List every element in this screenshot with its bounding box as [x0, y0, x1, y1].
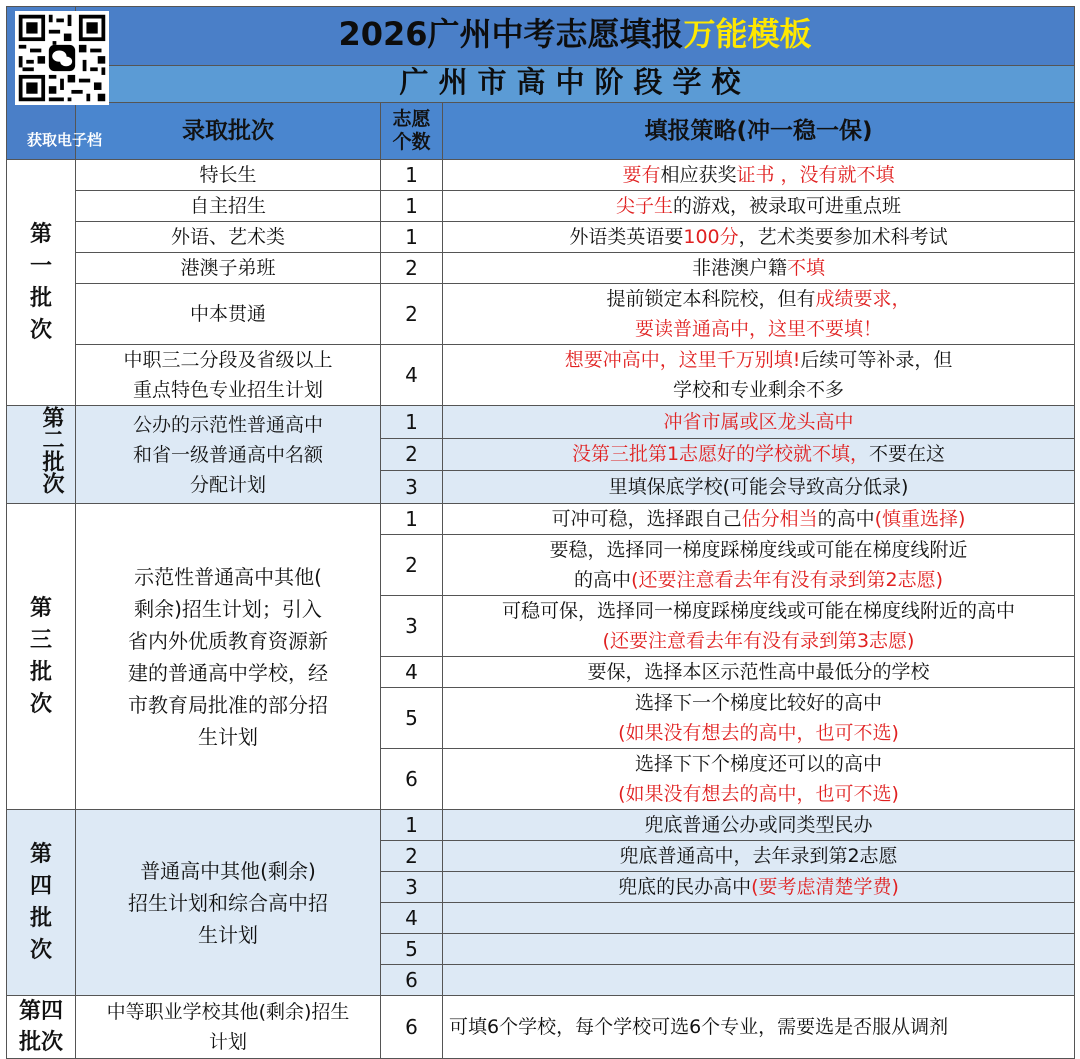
batch4-count4: 4: [381, 903, 443, 934]
qr-caption: 获取电子档: [27, 131, 103, 149]
batch1-row1-name: 特长生: [76, 160, 381, 191]
table-row: [7, 222, 1075, 253]
batch4-count6: 6: [381, 965, 443, 996]
table-row: [7, 406, 1075, 439]
batch4-strategy5: [443, 934, 1075, 965]
batch3-strategy4: 要保，选择本区示范性高中最低分的学校: [443, 657, 1075, 688]
batch4-label: 第四批次: [7, 810, 76, 996]
batch3-count5: 5: [381, 688, 443, 749]
batch4-strategy2: 兜底普通高中，去年录到第2志愿: [443, 841, 1075, 872]
batch3-strategy6: 选择下下个梯度还可以的高中 (如果没有想去的高中，也可不选): [443, 749, 1075, 810]
qr-code-icon: [15, 11, 109, 105]
batch1-row2-strategy: 尖子生的游戏，被录取可进重点班: [443, 191, 1075, 222]
batch1-row3-name: 外语、艺术类: [76, 222, 381, 253]
table-row: [7, 504, 1075, 535]
page-title: [76, 7, 1075, 66]
batch4-name: 普通高中其他(剩余) 招生计划和综合高中招 生计划: [76, 810, 381, 996]
admission-table: [6, 6, 1075, 1059]
batch1-row5-name: 中本贯通: [76, 284, 381, 345]
table-row: [7, 253, 1075, 284]
batch1-row6-name: 中职三二分段及省级以上 重点特色专业招生计划: [76, 345, 381, 406]
header-strategy: 填报策略(冲一稳一保): [443, 103, 1075, 160]
header-count: 志愿个数: [381, 103, 443, 160]
batch2-strategy2: 没第三批第1志愿好的学校就不填，不要在这: [443, 438, 1075, 471]
batch3-count6: 6: [381, 749, 443, 810]
batch2-strategy3: 里填保底学校(可能会导致高分低录): [443, 471, 1075, 504]
batch3-count4: 4: [381, 657, 443, 688]
batch4-strategy6: [443, 965, 1075, 996]
batch1-row6-strategy: 想要冲高中，这里千万别填!后续可等补录，但 学校和专业剩余不多: [443, 345, 1075, 406]
admission-template-sheet: [6, 6, 1074, 1059]
batch3-strategy3: 可稳可保，选择同一梯度踩梯度线或可能在梯度线附近的高中 (还要注意看去年有没有录到第3志愿): [443, 596, 1075, 657]
batch1-row1-count: 1: [381, 160, 443, 191]
table-row: [7, 345, 1075, 406]
batch1-row4-name: 港澳子弟班: [76, 253, 381, 284]
batch4-count1: 1: [381, 810, 443, 841]
table-row: [7, 284, 1075, 345]
batch1-row4-count: 2: [381, 253, 443, 284]
batch2-label: 第二批次: [7, 406, 76, 504]
batch5-strategy: 可填6个学校，每个学校可选6个专业，需要选是否服从调剂: [443, 996, 1075, 1059]
table-row: [7, 191, 1075, 222]
batch2-count2: 2: [381, 438, 443, 471]
batch1-row6-count: 4: [381, 345, 443, 406]
batch1-row5-strategy: 提前锁定本科院校，但有成绩要求， 要读普通高中，这里不要填！: [443, 284, 1075, 345]
batch4-count5: 5: [381, 934, 443, 965]
qr-code-image[interactable]: [15, 11, 109, 105]
page-subtitle: [76, 66, 1075, 103]
batch3-count1: 1: [381, 504, 443, 535]
qr-code-cell: [7, 7, 103, 160]
title-main: 2026广州中考志愿填报: [338, 14, 684, 53]
batch5-label: 第四 批次: [7, 996, 76, 1059]
batch1-row4-strategy: 非港澳户籍不填: [443, 253, 1075, 284]
table-row: [7, 810, 1075, 841]
batch2-count1: 1: [381, 406, 443, 439]
batch3-strategy2: 要稳，选择同一梯度踩梯度线或可能在梯度线附近 的高中(还要注意看去年有没有录到第2志愿): [443, 535, 1075, 596]
batch3-count3: 3: [381, 596, 443, 657]
batch5-name: 中等职业学校其他(剩余)招生 计划: [76, 996, 381, 1059]
title-highlight: 万能模板: [683, 14, 812, 53]
batch2-count3: 3: [381, 471, 443, 504]
batch1-row3-count: 1: [381, 222, 443, 253]
batch3-label: 第三批次: [7, 504, 76, 810]
batch3-strategy1: 可冲可稳，选择跟自己估分相当的高中(慎重选择): [443, 504, 1075, 535]
table-row: [7, 160, 1075, 191]
batch3-strategy5: 选择下一个梯度比较好的高中 (如果没有想去的高中，也可不选): [443, 688, 1075, 749]
subtitle-text: 广州市高中阶段学校: [399, 65, 751, 99]
batch1-row2-name: 自主招生: [76, 191, 381, 222]
batch4-strategy1: 兜底普通公办或同类型民办: [443, 810, 1075, 841]
batch2-strategy1: 冲省市属或区龙头高中: [443, 406, 1075, 439]
table-row: [7, 996, 1075, 1059]
batch1-row3-strategy: 外语类英语要100分，艺术类要参加术科考试: [443, 222, 1075, 253]
header-batch: 录取批次: [76, 103, 381, 160]
batch1-row5-count: 2: [381, 284, 443, 345]
batch5-count: 6: [381, 996, 443, 1059]
batch1-label: 第一批次: [7, 160, 76, 406]
batch3-name: 示范性普通高中其他( 剩余)招生计划；引入 省内外优质教育资源新 建的普通高中学校，经 市教育局批准的部分招 生计划: [76, 504, 381, 810]
batch4-strategy4: [443, 903, 1075, 934]
batch4-count3: 3: [381, 872, 443, 903]
batch4-strategy3: 兜底的民办高中(要考虑清楚学费): [443, 872, 1075, 903]
batch2-name: 公办的示范性普通高中 和省一级普通高中名额 分配计划: [76, 406, 381, 504]
batch1-row1-strategy: 要有相应获奖证书 ，没有就不填: [443, 160, 1075, 191]
batch1-row2-count: 1: [381, 191, 443, 222]
batch4-count2: 2: [381, 841, 443, 872]
batch3-count2: 2: [381, 535, 443, 596]
